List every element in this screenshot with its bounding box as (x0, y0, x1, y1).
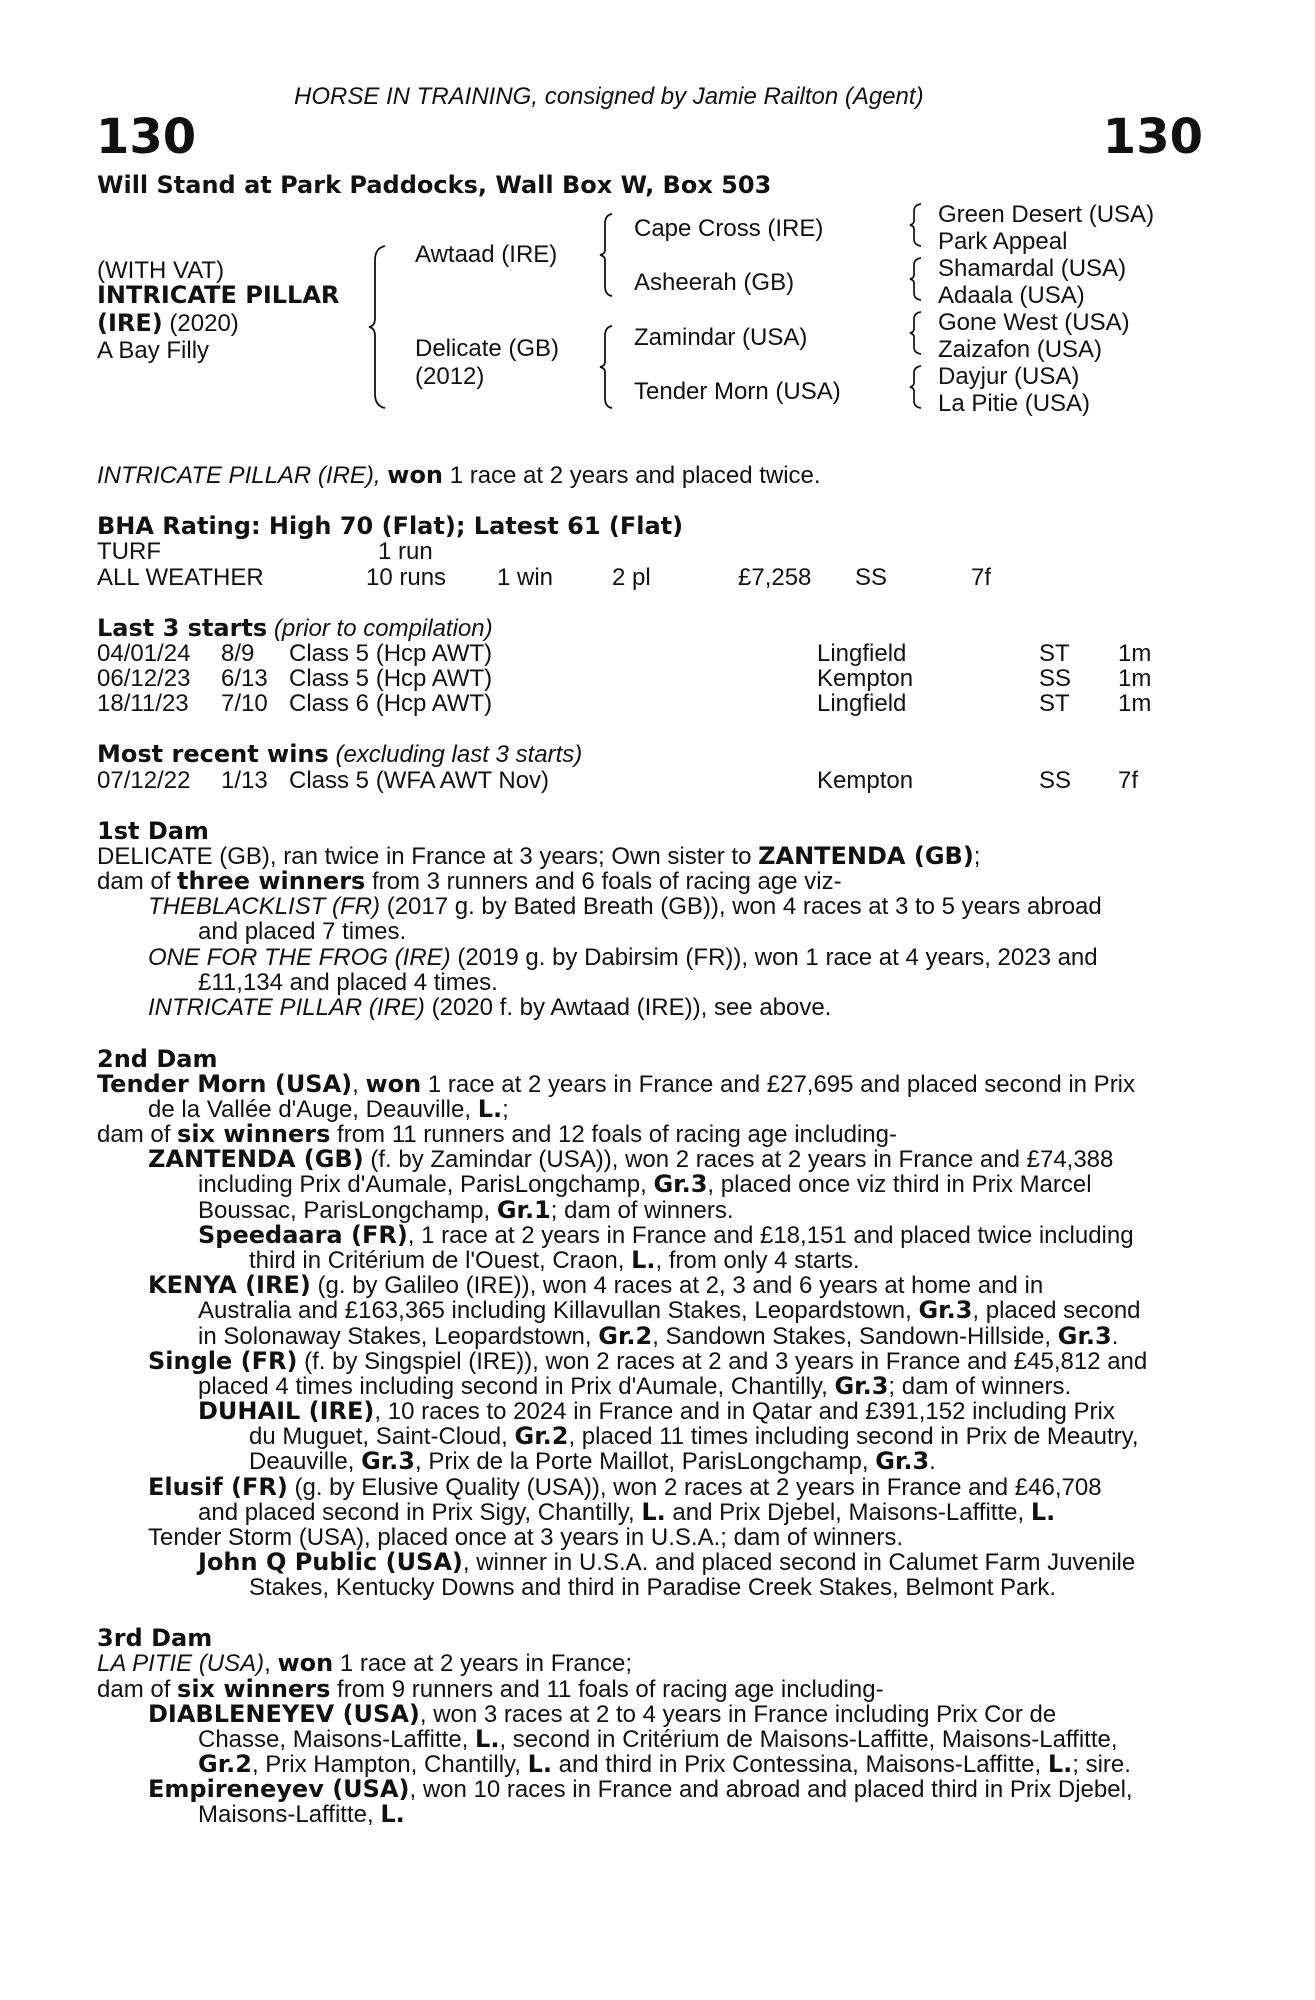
horse-description: A Bay Filly (97, 337, 210, 364)
race-going: SS (1039, 767, 1072, 794)
text: , won 3 races at 2 to 4 years in France including Prix Cor de (419, 1701, 1057, 1728)
dam-year: (2012) (415, 363, 485, 390)
produce-entry-cont (249, 1248, 1205, 1274)
text: Boussac, ParisLongchamp, (198, 1197, 497, 1224)
third-dam-line (97, 1677, 1205, 1703)
summary-rest: 1 race at 2 years and placed twice. (449, 462, 821, 489)
text: from 11 runners and 12 foals of racing age including- (330, 1121, 897, 1148)
last3-title: Last 3 starts (97, 614, 268, 642)
text: and third in Prix Contessina, Maisons-Laffitte, (552, 1751, 1048, 1778)
text-bold: Gr.1 (496, 1196, 551, 1224)
text: , (352, 1071, 366, 1098)
text-bold: won (277, 1649, 334, 1677)
g3-ancestor: Adaala (USA) (938, 282, 1085, 309)
summary-name: INTRICATE PILLAR (IRE), (97, 462, 381, 489)
second-dam-line (97, 1122, 1205, 1148)
text: . (929, 1448, 936, 1475)
text-bold: Gr.3 (834, 1372, 889, 1400)
race-course: Kempton (817, 767, 914, 794)
horse-name: INTRICATE PILLAR (97, 281, 340, 309)
g3-ancestor: Shamardal (USA) (938, 255, 1127, 282)
g3-ancestor: La Pitie (USA) (938, 390, 1091, 417)
race-date: 18/11/23 (97, 690, 189, 717)
g3-brace-3 (908, 310, 924, 356)
sire: Awtaad (IRE) (415, 241, 558, 268)
text-italic: LA PITIE (USA) (97, 1650, 265, 1677)
dam-brace (598, 324, 616, 410)
text: , placed second (972, 1297, 1141, 1324)
text: (2017 g. by Bated Breath (GB)), won 4 races at 3 to 5 years abroad (380, 893, 1102, 920)
race-class: Class 5 (Hcp AWT) (289, 640, 493, 667)
dam: Delicate (GB) (415, 335, 560, 362)
produce-entry (148, 1475, 1205, 1501)
race-date: 06/12/23 (97, 665, 191, 692)
race-class: Class 5 (Hcp AWT) (289, 665, 493, 692)
produce-entry-cont (198, 1727, 1205, 1753)
text: from 3 runners and 6 foals of racing age viz- (365, 868, 842, 895)
text: (f. by Singspiel (IRE)), won 2 races at 2 and 3 years in France and £45,812 and (297, 1348, 1148, 1375)
second-dam-line (148, 1097, 1205, 1123)
text: Chasse, Maisons-Laffitte, (198, 1726, 476, 1753)
race-course: Kempton (817, 665, 914, 692)
text: dam of (97, 1676, 178, 1703)
text-bold: L. (475, 1725, 500, 1753)
race-date: 07/12/22 (97, 767, 191, 794)
stand-location: Will Stand at Park Paddocks, Wall Box W, Box 503 (97, 171, 772, 199)
text: (f. by Zamindar (USA)), won 2 races at 2 years in France and £74,388 (363, 1146, 1114, 1173)
text: (g. by Elusive Quality (USA)), won 2 races at 2 years in France and £46,708 (287, 1474, 1102, 1501)
text-bold: Gr.3 (653, 1170, 708, 1198)
produce-name: DIABLENEYEV (USA) (148, 1700, 420, 1728)
produce-entry-cont: and placed 7 times. (198, 918, 407, 945)
produce-entry (148, 1702, 1205, 1728)
vat-note: (WITH VAT) (97, 257, 225, 284)
produce-entry-cont (198, 1802, 1205, 1828)
text: , placed 11 times including second in Prix de Meautry, (568, 1423, 1139, 1450)
text-bold: L. (641, 1498, 666, 1526)
first-dam-line (97, 844, 1205, 870)
text-bold: Gr.2 (514, 1422, 569, 1450)
produce-entry-cont: £11,134 and placed 4 times. (198, 969, 498, 996)
first-dam-line (97, 869, 1205, 895)
text: , from only 4 starts. (655, 1247, 860, 1274)
text: ; dam of winners. (550, 1197, 734, 1224)
race-summary (97, 463, 1205, 489)
text: , (264, 1650, 278, 1677)
race-class: Class 6 (Hcp AWT) (289, 690, 493, 717)
produce-entry-cont (198, 1500, 1205, 1526)
race-course: Lingfield (817, 640, 907, 667)
produce-entry (148, 1349, 1205, 1375)
text: de la Vallée d'Auge, Deauville, (148, 1096, 478, 1123)
horse-year: (2020) (169, 310, 239, 337)
lot-number-right: 130 (1102, 109, 1203, 165)
produce-entry-cont (198, 1298, 1205, 1324)
produce-entry (148, 1147, 1205, 1173)
recent-wins-heading (97, 742, 1205, 768)
produce-name: INTRICATE PILLAR (IRE) (148, 994, 425, 1021)
produce-entry-cont (198, 1374, 1205, 1400)
race-class: Class 5 (WFA AWT Nov) (289, 767, 550, 794)
text-bold: L. (380, 1800, 405, 1828)
text-bold: Gr.2 (598, 1322, 653, 1350)
produce-entry-cont (198, 1324, 1205, 1350)
consignor-line: HORSE IN TRAINING, consigned by Jamie Railton (Agent) (294, 83, 924, 110)
produce-name: Speedaara (FR) (198, 1221, 408, 1249)
text: , 1 race at 2 years in France and £18,151 and placed twice including (407, 1222, 1134, 1249)
text: including Prix d'Aumale, ParisLongchamp, (198, 1171, 654, 1198)
aw-runs: 10 runs (366, 564, 447, 591)
sire-brace (598, 212, 616, 298)
text: , Prix Hampton, Chantilly, (251, 1751, 528, 1778)
text: , winner in U.S.A. and placed second in Calumet Farm Juvenile (462, 1549, 1136, 1576)
dam-sire: Zamindar (USA) (634, 324, 808, 351)
produce-entry (148, 1273, 1205, 1299)
text: Maisons-Laffitte, (198, 1801, 381, 1828)
text-bold: L. (1030, 1498, 1056, 1526)
g3-ancestor: Green Desert (USA) (938, 201, 1155, 228)
text: placed 4 times including second in Prix d'Aumale, Chantilly, (198, 1373, 835, 1400)
text: , Sandown Stakes, Sandown-Hillside, (652, 1323, 1058, 1350)
text: in Solonaway Stakes, Leopardstown, (198, 1323, 599, 1350)
text: (g. by Galileo (IRE)), won 4 races at 2, 3 and 6 years at home and in (310, 1272, 1044, 1299)
text: DELICATE (GB), ran twice in France at 3 years; Own sister to (97, 843, 759, 870)
second-dam-line (97, 1072, 1205, 1098)
aw-wins: 1 win (497, 564, 554, 591)
g3-ancestor: Dayjur (USA) (938, 363, 1080, 390)
horse-country: (IRE) (97, 309, 163, 337)
text: ; (502, 1096, 509, 1123)
produce-name: Single (FR) (148, 1347, 298, 1375)
text: ; dam of winners. (888, 1373, 1072, 1400)
produce-entry (148, 1777, 1205, 1803)
text: Deauville, (249, 1448, 362, 1475)
turf-runs: 1 run (378, 538, 433, 565)
race-course: Lingfield (817, 690, 907, 717)
text-bold: won (365, 1070, 422, 1098)
recent-note: (excluding last 3 starts) (335, 741, 583, 768)
produce-entry (198, 1223, 1205, 1249)
sire-sire: Cape Cross (IRE) (634, 215, 824, 242)
produce-entry (148, 995, 1205, 1021)
race-position: 6/13 (221, 665, 268, 692)
text: and Prix Djebel, Maisons-Laffitte, (665, 1499, 1031, 1526)
aw-distance: 7f (971, 564, 992, 591)
produce-entry (148, 945, 1205, 971)
g3-brace-4 (908, 364, 924, 410)
text-bold: Gr.3 (875, 1447, 930, 1475)
produce-entry (148, 894, 1205, 920)
produce-name: Elusif (FR) (148, 1473, 288, 1501)
produce-entry-cont (249, 1424, 1205, 1450)
sire-dam-brace (367, 244, 389, 410)
g3-ancestor: Park Appeal (938, 228, 1068, 255)
text: 1 race at 2 years in France; (333, 1650, 633, 1677)
text: from 9 runners and 11 foals of racing age including- (330, 1676, 884, 1703)
text: (2020 f. by Awtaad (IRE)), see above. (424, 994, 832, 1021)
lot-number-left: 130 (96, 109, 197, 165)
text-bold: Gr.3 (1057, 1322, 1112, 1350)
text-bold: three winners (177, 867, 366, 895)
text-bold: six winners (177, 1120, 331, 1148)
race-distance: 1m (1118, 640, 1152, 667)
produce-entry-cont: Stakes, Kentucky Downs and third in Paradise Creek Stakes, Belmont Park. (249, 1574, 1057, 1601)
produce-name: THEBLACKLIST (FR) (148, 893, 381, 920)
text: Australia and £163,365 including Killavullan Stakes, Leopardstown, (198, 1297, 919, 1324)
produce-name: Empireneyev (USA) (148, 1775, 410, 1803)
produce-name: ONE FOR THE FROG (IRE) (148, 944, 451, 971)
text-bold: ZANTENDA (GB) (758, 842, 974, 870)
first-dam-heading: 1st Dam (97, 817, 209, 845)
produce-name: John Q Public (USA) (198, 1548, 463, 1576)
text: , won 10 races in France and abroad and placed third in Prix Djebel, (409, 1776, 1133, 1803)
text-bold: Gr.2 (198, 1750, 252, 1778)
text: , 10 races to 2024 in France and in Qatar and £391,152 including Prix (374, 1398, 1115, 1425)
text: . (1111, 1323, 1119, 1350)
turf-label: TURF (97, 538, 161, 565)
aw-going: SS (855, 564, 888, 591)
race-position: 7/10 (221, 690, 268, 717)
text: dam of (97, 868, 178, 895)
produce-entry (198, 1399, 1205, 1425)
text: , placed once viz third in Prix Marcel (707, 1171, 1092, 1198)
second-dam-heading: 2nd Dam (97, 1045, 218, 1073)
horse-country-year (97, 311, 239, 337)
text: du Muguet, Saint-Cloud, (249, 1423, 515, 1450)
race-distance: 7f (1118, 767, 1139, 794)
text-bold: L. (1047, 1750, 1073, 1778)
produce-name: ZANTENDA (GB) (148, 1145, 364, 1173)
text: dam of (97, 1121, 178, 1148)
aw-label: ALL WEATHER (97, 564, 264, 591)
race-distance: 1m (1118, 665, 1152, 692)
text-bold: Gr.3 (361, 1447, 415, 1475)
produce-entry-cont (198, 1752, 1205, 1778)
g3-brace-1 (908, 202, 924, 248)
race-distance: 1m (1118, 690, 1152, 717)
produce-name: KENYA (IRE) (148, 1271, 311, 1299)
text: , second in Critérium de Maisons-Laffitte, Maisons-Laffitte, (499, 1726, 1118, 1753)
text: ; sire. (1072, 1751, 1131, 1778)
aw-placed: 2 pl (612, 564, 651, 591)
text-bold: six winners (177, 1675, 331, 1703)
text: and placed second in Prix Sigy, Chantilly, (198, 1499, 642, 1526)
g3-ancestor: Zaizafon (USA) (938, 336, 1103, 363)
dam-dam: Tender Morn (USA) (634, 378, 841, 405)
text-bold: L. (477, 1095, 503, 1123)
text: 1 race at 2 years in France and £27,695 and placed second in Prix (421, 1071, 1136, 1098)
recent-title: Most recent wins (97, 740, 329, 768)
third-dam-heading: 3rd Dam (97, 1624, 213, 1652)
last3-note: (prior to compilation) (273, 615, 493, 642)
g3-brace-2 (908, 256, 924, 302)
text-bold: Tender Morn (USA) (97, 1070, 353, 1098)
race-position: 1/13 (221, 767, 268, 794)
text: , Prix de la Porte Maillot, ParisLongchamp, (415, 1448, 876, 1475)
text: (2019 g. by Dabirsim (FR)), won 1 race at 4 years, 2023 and (450, 944, 1098, 971)
third-dam-line (97, 1651, 1205, 1677)
race-position: 8/9 (221, 640, 255, 667)
race-going: ST (1039, 690, 1070, 717)
race-date: 04/01/24 (97, 640, 191, 667)
summary-won: won (387, 461, 444, 489)
produce-entry-cont (249, 1449, 1205, 1475)
aw-money: £7,258 (738, 564, 812, 591)
produce-entry-cont (198, 1172, 1205, 1198)
bha-rating: BHA Rating: High 70 (Flat); Latest 61 (Flat) (97, 512, 684, 540)
text-bold: L. (631, 1246, 656, 1274)
produce-name: DUHAIL (IRE) (198, 1397, 375, 1425)
sire-dam: Asheerah (GB) (634, 269, 795, 296)
produce-entry (198, 1550, 1205, 1576)
text-bold: L. (527, 1750, 553, 1778)
produce-entry: Tender Storm (USA), placed once at 3 years in U.S.A.; dam of winners. (148, 1524, 903, 1551)
race-going: SS (1039, 665, 1072, 692)
race-going: ST (1039, 640, 1070, 667)
text: third in Critérium de l'Ouest, Craon, (249, 1247, 632, 1274)
g3-ancestor: Gone West (USA) (938, 309, 1130, 336)
text-bold: Gr.3 (918, 1296, 973, 1324)
last3-heading (97, 616, 1205, 642)
produce-entry-cont (198, 1198, 1205, 1224)
text: ; (973, 843, 981, 870)
